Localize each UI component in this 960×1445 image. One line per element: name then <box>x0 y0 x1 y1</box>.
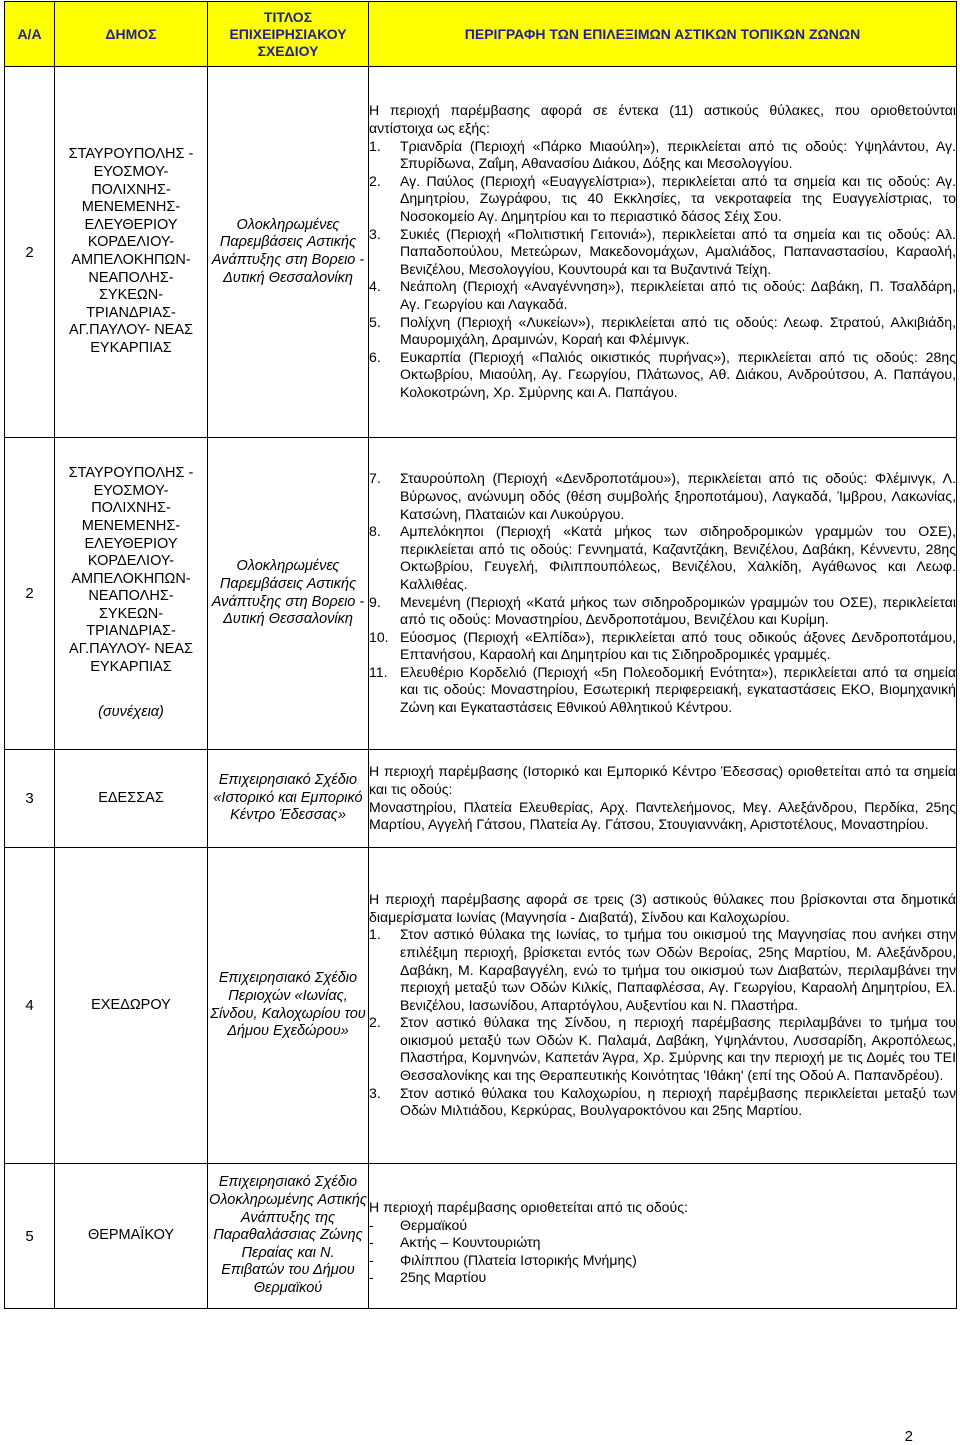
municipality: ΕΔΕΣΣΑΣ <box>55 750 208 848</box>
list-item: 5. Πολίχνη (Περιοχή «Λυκείων»), περικλείεται από τις οδούς: Λεωφ. Στρατού, Αλκιβιάδη, Μαυρομιχάλη, Δραμινών, Κοραή και Φλέμινγκ. <box>369 313 956 348</box>
list-item: 6. Ευκαρπία (Περιοχή «Παλιός οικιστικός πυρήνας»), περικλείεται από τις οδούς: 28ης Οκτωβρίου, Μιαούλη, Αγ. Γεωργίου, Πλάτωνος, Αθ. Διάκου, Ανδρούτσου, Α. Παπάγου, Κολοκοτρώνη, Χρ. Σμύρνης και Α. Παπάγου. <box>369 348 956 400</box>
municipality: ΘΕΡΜΑΪΚΟΥ <box>55 1164 208 1309</box>
table-row <box>5 1164 957 1309</box>
list-item: 7. Σταυρούπολη (Περιοχή «Δενδροποτάμου»), περικλείεται από τις οδούς: Φλέμινγκ, Λ. Βύρωνος, ανώνυμη οδός (θέση συμβολής ξηροποτάμου), Λαγκαδά, Ίμβρου, Λακωνίας, Κατσώνη, Πλαταιών και Λυκούργου. <box>369 470 956 522</box>
zones-table <box>4 1 957 1309</box>
list-item: 1. Τριανδρία (Περιοχή «Πάρκο Μιαούλη»), περικλείεται από τις οδούς: Υψηλάντου, Αγ. Σπυρίδωνα, Ζαΐμη, Αθανασίου Διάκου, Δόξης και Μεσολογγίου. <box>369 137 956 172</box>
zone-description <box>369 67 957 438</box>
row-number: 4 <box>5 848 55 1164</box>
plan-title: Ολοκληρωμένες Παρεμβάσεις Αστικής Ανάπτυξης στη Βορειο - Δυτική Θεσσαλονίκη <box>208 67 369 438</box>
row-number: 2 <box>5 67 55 438</box>
plan-title: Επιχειρησιακό Σχέδιο «Ιστορικό και Εμπορικό Κέντρο Έδεσσας» <box>208 750 369 848</box>
header-aa: Α/Α <box>5 2 55 67</box>
zone-description <box>369 1164 957 1309</box>
list-item: - Φιλίππου (Πλατεία Ιστορικής Μνήμης) <box>369 1251 637 1268</box>
list-item: - Θερμαϊκού <box>369 1216 468 1233</box>
desc-paragraph: Μοναστηρίου, Πλατεία Ελευθερίας, Αρχ. Παντελεήμονος, Μεγ. Αλεξάνδρου, Περδίκα, 25ης Μαρτίου, Αγγελή Γάτσου, Πλατεία Αγ. Γάτσου, Στουγιαννάκη, Αριστοτέλους, Μοναστηρίου. <box>369 798 956 833</box>
list-item: 3. Στον αστικό θύλακα του Καλοχωρίου, η περιοχή παρέμβασης περικλείεται μεταξύ των Οδών Μιλτιάδου, Κερκύρας, Βουλγαροκτόνου και 25ης Μαρτίου. <box>369 1084 956 1119</box>
list-item: - 25ης Μαρτίου <box>369 1269 487 1286</box>
table-row <box>5 438 957 750</box>
desc-intro: Η περιοχή παρέμβασης αφορά σε τρεις (3) αστικούς θύλακες που βρίσκονται στα δημοτικά διαμερίσματα Ιωνίας (Μαγνησία - Διαβατά), Σίνδου και Καλοχωρίου. <box>369 891 956 925</box>
list-item: 2. Στον αστικό θύλακα της Σίνδου, η περιοχή παρέμβασης περιλαμβάνει το τμήμα του οικισμού μεταξύ των Οδών Κ. Παλαμά, Δαβάκη, Υψηλάντου, Λυσσαρίδη, Ακροπόλεως, Πλαστήρα, Κομνηνών, Καπετάν Άγρα, Χρ. Σμύρνης και την περιοχή με τις Δομές του ΤΕΙ Θεσσαλονίκης και της Θεραπευτικής Κοινότητας 'Ιθάκη' (επί της Οδού Α. Παπανδρέου). <box>369 1014 956 1084</box>
table-row <box>5 848 957 1164</box>
list-item: 3. Συκιές (Περιοχή «Πολιτιστική Γειτονιά»), περικλείεται από τα σημεία και τις οδούς: Αλ. Παπαδοπούλου, Μετεώρων, Μακεδονομάχων, Αμαλιάδος, Παπαναστασίου, Καραολή, Βενιζέλου, Μεσολογγίου, Κουντουρά και τα Βυζαντινά Τείχη. <box>369 225 956 277</box>
row-number: 2 <box>5 438 55 750</box>
list-item: 2. Αγ. Παύλος (Περιοχή «Ευαγγελίστρια»), περικλείεται από τα σημεία και τις οδούς: Αγ. Δημητρίου, Ζωγράφου, τις 40 Εκκλησίες, τα νεκροταφεία της Ευαγγελίστριας, το Νοσοκομείο Αγ. Δημητρίου και το περιαστικό δάσος Σέιχ Σου. <box>369 172 956 225</box>
plan-title: Ολοκληρωμένες Παρεμβάσεις Αστικής Ανάπτυξης στη Βορειο - Δυτική Θεσσαλονίκη <box>208 438 369 750</box>
header-row <box>5 2 957 67</box>
table-row <box>5 67 957 438</box>
header-dimos: ΔΗΜΟΣ <box>55 2 208 67</box>
list-item: 10. Εύοσμος (Περιοχή «Ελπίδα»), περικλείεται από τους οδικούς άξονες Δενδροποτάμου, Επτανήσου, Καραολή και Δημητρίου και τις Σιδηροδρομικές γραμμές. <box>369 628 956 663</box>
row-number: 3 <box>5 750 55 848</box>
municipality <box>55 438 208 750</box>
list-item: 8. Αμπελόκηποι (Περιοχή «Κατά μήκος των σιδηροδρομικών γραμμών του ΟΣΕ), περικλείεται από τις οδούς: Γεννηματά, Καζαντζάκη, Βενιζέλου, Δαβάκη, Κέννεντυ, 28ης Οκτωβρίου, Γευγελή, Φιλιππουπόλεως, Βενιζέλου, Χαλκίδη, Αγάθωνος και Λεωφ. Καλλιθέας. <box>369 523 956 592</box>
desc-paragraph: Η περιοχή παρέμβασης (Ιστορικό και Εμπορικό Κέντρο Έδεσσας) οριοθετείται από τα σημεία και τις οδούς: <box>369 763 956 797</box>
zone-description <box>369 750 957 848</box>
list-item: 1. Στον αστικό θύλακα της Ιωνίας, το τμήμα του οικισμού της Μαγνησίας που ανήκει στην επιλέξιμη περιοχή, βρίσκεται εντός των Οδών Βεροίας, 25ης Μαρτίου, Μ. Αλεξάνδρου, Δαβάκη, Μ. Καραβαγγέλη, ενώ το τμήμα του οικισμού των Διαβατών, περιλαμβάνει την περιοχή μεταξύ των Οδών Κιλκίς, Παπαφλέσσα, Αγ. Γεωργίου, Καραολή Δημητρίου, Ελ. Βενιζέλου, Ιασωνίδου, Απαρτόγλου, Αυξεντίου και Ν. Πλαστήρα. <box>369 926 956 1013</box>
desc-intro: Η περιοχή παρέμβασης οριοθετείται από τις οδούς: <box>369 1199 688 1216</box>
table-row <box>5 750 957 848</box>
zone-description <box>369 848 957 1164</box>
plan-title: Επιχειρησιακό Σχέδιο Ολοκληρωμένης Αστικής Ανάπτυξης της Παραθαλάσσιας Ζώνης Περαίας και Ν. Επιβατών του Δήμου Θερμαϊκού <box>208 1164 369 1309</box>
list-item: 9. Μενεμένη (Περιοχή «Κατά μήκος των σιδηροδρομικών γραμμών του ΟΣΕ), περικλείεται από τις οδούς: Μοναστηρίου, Δενδροποτάμου, Βενιζέλου και Κυρίμη. <box>369 593 956 628</box>
list-item: 11. Ελευθέριο Κορδελιό (Περιοχή «5η Πολεοδομική Ενότητα»), περικλείεται από τα σημεία και τις οδούς: Μοναστηρίου, Εσωτερική περιφερειακή, εγκαταστάσεις ΕΚΟ, Βιομηχανική Ζώνη και Εγκαταστάσεις Εθνικού Αθλητικού Κέντρου. <box>369 663 956 716</box>
zone-description <box>369 438 957 750</box>
desc-intro: Η περιοχή παρέμβασης αφορά σε έντεκα (11) αστικούς θύλακες, που οριοθετούνται αντίστοιχα ως εξής: <box>369 102 956 137</box>
header-title: ΤΙΤΛΟΣ ΕΠΙΧΕΙΡΗΣΙΑΚΟΥ ΣΧΕΔΙΟΥ <box>208 2 369 67</box>
municipality: ΕΧΕΔΩΡΟΥ <box>55 848 208 1164</box>
page-number: 2 <box>904 1428 913 1445</box>
header-desc: ΠΕΡΙΓΡΑΦΗ ΤΩΝ ΕΠΙΛΕΞΙΜΩΝ ΑΣΤΙΚΩΝ ΤΟΠΙΚΩΝ ΖΩΝΩΝ <box>369 2 957 67</box>
list-item: - Ακτής – Κουντουριώτη <box>369 1234 541 1251</box>
municipality: ΣΤΑΥΡΟΥΠΟΛΗΣ - ΕΥΟΣΜΟΥ- ΠΟΛΙΧΝΗΣ- ΜΕΝΕΜΕΝΗΣ- ΕΛΕΥΘΕΡΙΟΥ ΚΟΡΔΕΛΙΟΥ- ΑΜΠΕΛΟΚΗΠΩΝ- ΝΕΑΠΟΛΗΣ- ΣΥΚΕΩΝ- ΤΡΙΑΝΔΡΙΑΣ- ΑΓ.ΠΑΥΛΟΥ- ΝΕΑΣ ΕΥΚΑΡΠΙΑΣ <box>55 67 208 438</box>
continuation-note: (συνέχεια) <box>98 704 164 721</box>
municipality-name: ΣΤΑΥΡΟΥΠΟΛΗΣ - ΕΥΟΣΜΟΥ- ΠΟΛΙΧΝΗΣ- ΜΕΝΕΜΕΝΗΣ- ΕΛΕΥΘΕΡΙΟΥ ΚΟΡΔΕΛΙΟΥ- ΑΜΠΕΛΟΚΗΠΩΝ- ΝΕΑΠΟΛΗΣ- ΣΥΚΕΩΝ- ΤΡΙΑΝΔΡΙΑΣ- ΑΓ.ΠΑΥΛΟΥ- ΝΕΑΣ ΕΥΚΑΡΠΙΑΣ <box>68 465 194 675</box>
plan-title: Επιχειρησιακό Σχέδιο Περιοχών «Ιωνίας, Σίνδου, Καλοχωρίου του Δήμου Εχεδώρου» <box>208 848 369 1164</box>
list-item: 4. Νεάπολη (Περιοχή «Αναγέννηση»), περικλείεται από τις οδούς: Δαβάκη, Π. Τσαλδάρη, Αγ. Γεωργίου και Λαγκαδά. <box>369 278 956 312</box>
row-number: 5 <box>5 1164 55 1309</box>
